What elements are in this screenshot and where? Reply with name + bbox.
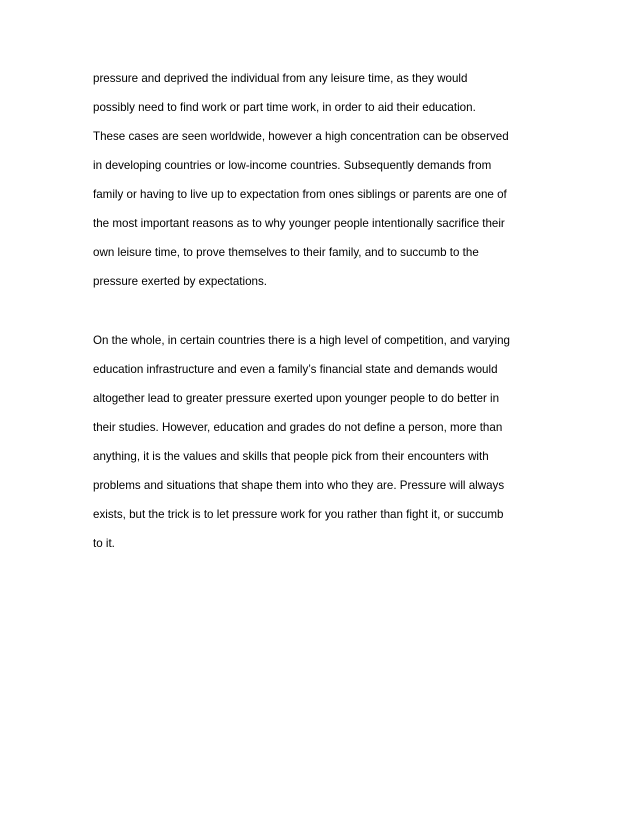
paragraph-2 xyxy=(93,333,553,565)
text-line: the most important reasons as to why younger people intentionally sacrifice their xyxy=(93,217,505,230)
paragraph-1 xyxy=(93,71,553,303)
text-line: to it. xyxy=(93,537,115,550)
text-line: anything, it is the values and skills that people pick from their encounters with xyxy=(93,450,489,463)
text-line: exists, but the trick is to let pressure work for you rather than fight it, or succumb xyxy=(93,508,504,521)
text-line: family or having to live up to expectation from ones siblings or parents are one of xyxy=(93,188,507,201)
text-line: education infrastructure and even a family’s financial state and demands would xyxy=(93,363,498,376)
text-line: problems and situations that shape them into who they are. Pressure will always xyxy=(93,479,505,492)
text-line: altogether lead to greater pressure exerted upon younger people to do better in xyxy=(93,392,500,405)
text-line: These cases are seen worldwide, however a high concentration can be observed xyxy=(93,130,509,143)
text-line: their studies. However, education and grades do not define a person, more than xyxy=(93,421,503,434)
text-line: On the whole, in certain countries there is a high level of competition, and varying xyxy=(93,334,510,347)
text-line: possibly need to find work or part time work, in order to aid their education. xyxy=(93,101,476,114)
text-line: pressure exerted by expectations. xyxy=(93,275,268,288)
text-line: own leisure time, to prove themselves to their family, and to succumb to the xyxy=(93,246,479,259)
text-line: in developing countries or low-income countries. Subsequently demands from xyxy=(93,159,492,172)
text-line: pressure and deprived the individual from any leisure time, as they would xyxy=(93,72,468,85)
